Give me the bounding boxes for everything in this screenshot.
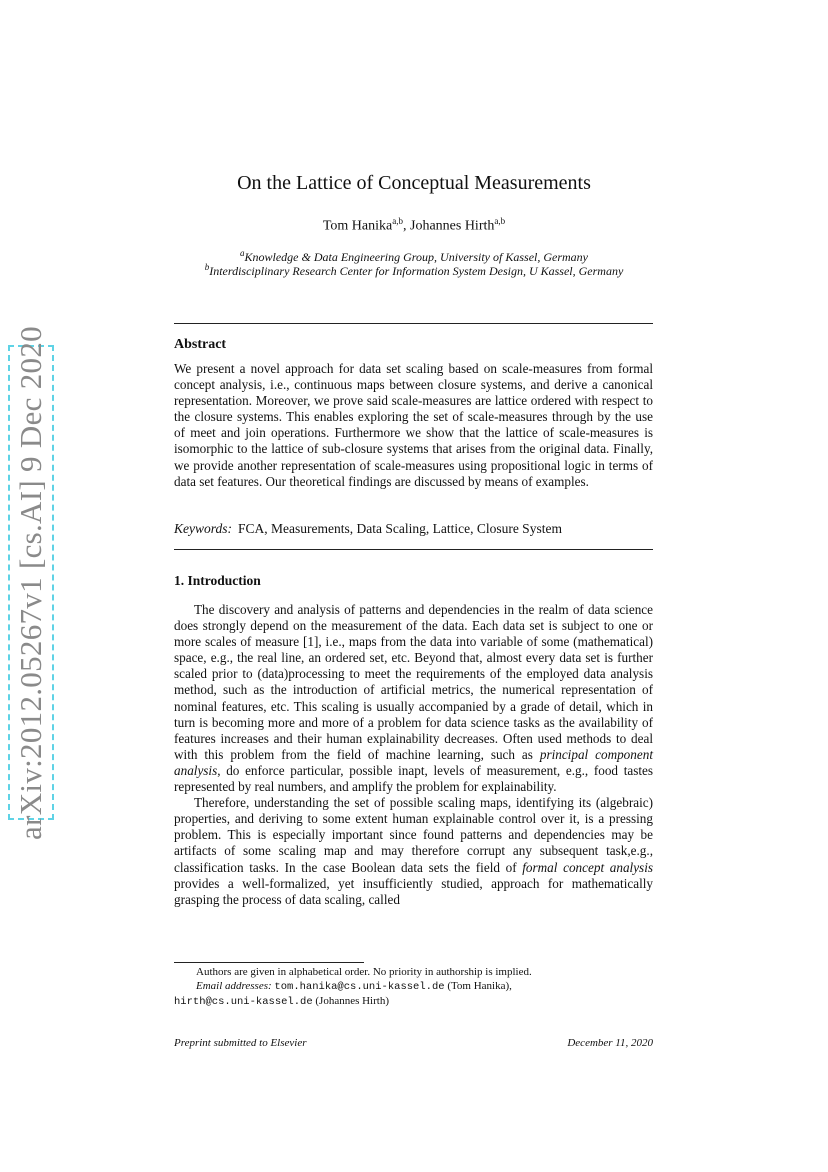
paragraph-text: Therefore, understanding the set of possible scaling maps, identifying its (algebraic) properties, and deriving to some extent human explainable control over it, is a pressing problem. This is especially important since found patterns and dependencies may be artifacts of some scaling map and may therefore corrupt any subsequent task,e.g., classification tasks. In the case Boolean data sets the field of xyxy=(174,795,653,875)
footnote-emails xyxy=(174,979,653,1009)
emphasized-term: formal concept analysis xyxy=(522,859,653,875)
emphasized-term: principal component analysis xyxy=(174,746,653,778)
author-affiliation-mark: a,b xyxy=(392,216,403,226)
intro-paragraph xyxy=(174,602,653,795)
paragraph-text: provides a well-formalized, yet insufficiently studied, approach for mathematically grasping the process of data scaling, called xyxy=(174,875,653,907)
section-heading: 1. Introduction xyxy=(174,573,261,588)
introduction-body xyxy=(174,602,653,908)
email-owner: (Johannes Hirth) xyxy=(312,995,389,1007)
footer-preprint-note: Preprint submitted to Elsevier xyxy=(174,1037,307,1049)
abstract-body: We present a novel approach for data set scaling based on scale-measures from formal concept analysis, i.e., continuous maps between closure systems, and derive a canonical representation. Moreover, we prove said scale-measures are lattice ordered with respect to the closure systems. This enables exploring the set of scale-measures through by the use of meet and join operations. Furthermore we show that the lattice of scale-measures is isomorphic to the lattice of sub-closure systems that arises from the original data. Finally, we provide another representation of scale-measures using propositional logic in terms of data set features. Our theoretical findings are discussed by means of examples. xyxy=(174,361,653,489)
paragraph-text: , do enforce particular, possible inapt, levels of measurement, e.g., food tastes represented by real numbers, and amplify the problem for explainability. xyxy=(174,762,653,795)
email-label: Email addresses: xyxy=(196,980,272,992)
affiliation-text: Knowledge & Data Engineering Group, University of Kassel, Germany xyxy=(244,250,589,264)
arxiv-identifier-text: arXiv:2012.05267v1 [cs.AI] 9 Dec 2020 xyxy=(13,325,49,840)
paragraph-text: The discovery and analysis of patterns and dependencies in the realm of data science does strongly depend on the measurement of the data. Each data set is subject to one or more scales of measure [1], i.e., maps from the data into variable of some (mathematical) space, e.g., the real line, an ordered set, etc. Beyond that, almost every data set is further scaled prior to (data)processing to meet the requirements of the employed data analysis method, such as the introduction of artificial metrics, the numerical representation of nominal features, etc. This scaling is usually accompanied by a grade of detail, which in turn is becoming more and more of a problem for data science tasks as the availability of features increases and their human explainability decreases. Often used methods to deal with this problem from the field of machine learning, such as xyxy=(174,602,653,762)
paper-title: On the Lattice of Conceptual Measurements xyxy=(237,172,591,194)
email-link[interactable]: hirth@cs.uni-kassel.de xyxy=(174,996,313,1008)
abstract-top-rule xyxy=(174,323,653,324)
email-link[interactable]: tom.hanika@cs.uni-kassel.de xyxy=(274,981,445,993)
footnote-authorship: Authors are given in alphabetical order. No priority in authorship is implied. xyxy=(196,966,532,978)
footer-date: December 11, 2020 xyxy=(567,1037,653,1049)
keywords-text: FCA, Measurements, Data Scaling, Lattice, Closure System xyxy=(238,521,562,536)
affiliation xyxy=(0,262,828,279)
abstract-heading: Abstract xyxy=(174,337,227,352)
intro-paragraph xyxy=(174,795,653,908)
abstract-bottom-rule xyxy=(174,549,653,550)
author-separator: , xyxy=(403,218,410,234)
affiliation-mark: b xyxy=(204,262,210,272)
author-list xyxy=(0,216,828,235)
author-name: Johannes Hirth xyxy=(410,218,495,234)
affiliation-mark: a xyxy=(239,248,245,258)
author-affiliation-mark: a,b xyxy=(494,216,506,226)
keywords-line xyxy=(174,521,562,537)
footnote-rule xyxy=(174,962,364,963)
author-name: Tom Hanika xyxy=(322,218,393,234)
email-owner: (Tom Hanika), xyxy=(444,980,512,992)
arxiv-identifier-stamp[interactable] xyxy=(8,325,54,840)
keywords-label: Keywords: xyxy=(174,521,232,536)
affiliation-text: Interdisciplinary Research Center for Information System Design, U Kassel, Germany xyxy=(209,264,624,278)
page-footer xyxy=(174,1037,653,1049)
